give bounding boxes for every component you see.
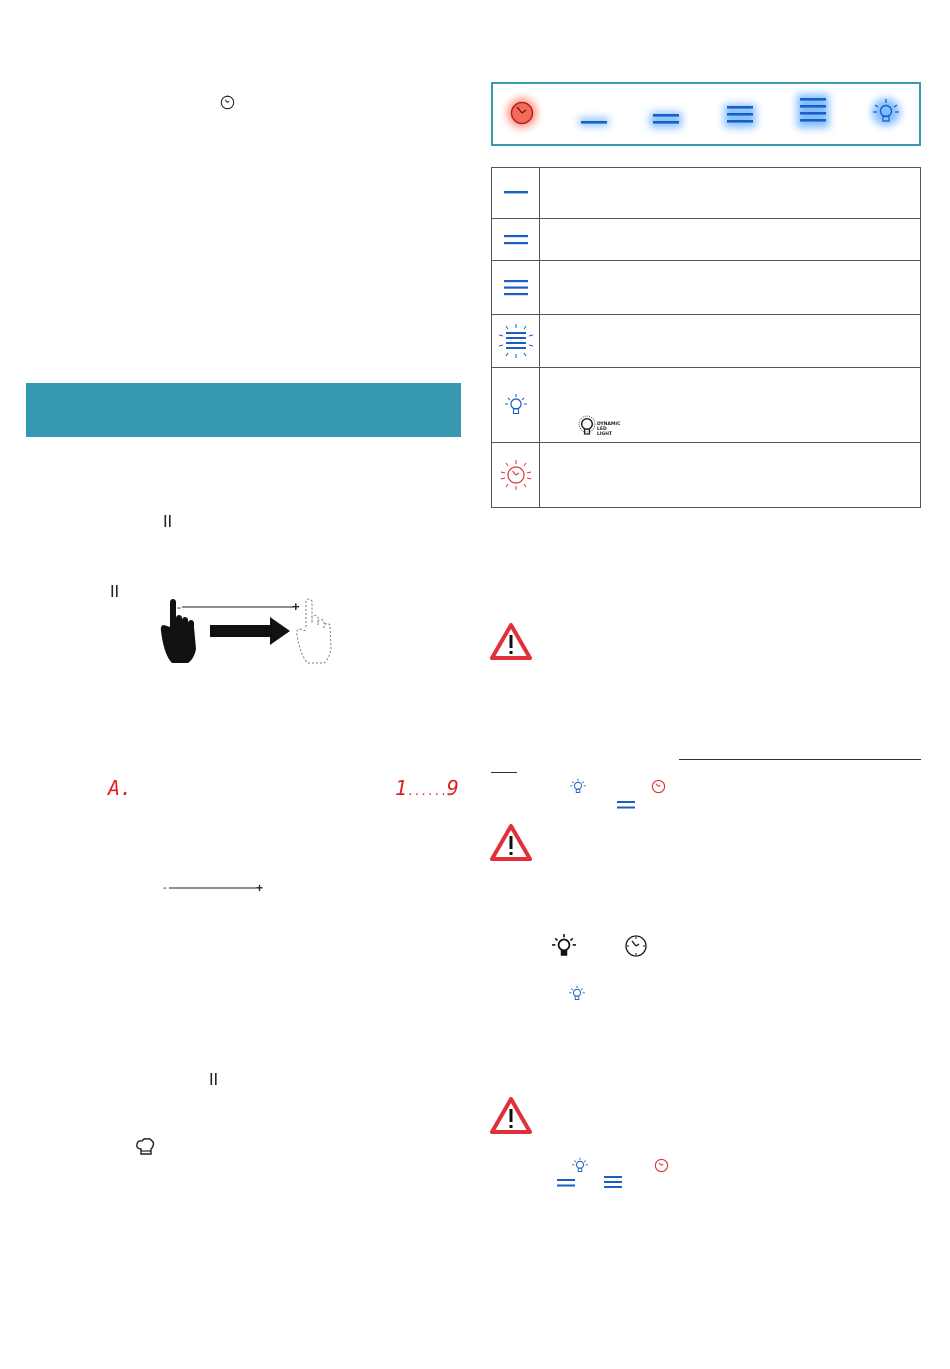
light-bulb-icon	[872, 98, 900, 126]
display-auto-symbol: A.	[108, 776, 133, 800]
boost-bars-icon	[797, 94, 829, 128]
timer-icon	[507, 98, 537, 128]
indicator-legend-table	[491, 167, 921, 508]
dynamic-led-bulb-icon	[578, 415, 596, 437]
display-range-start: 1	[395, 776, 408, 800]
light-bulb-icon	[569, 985, 585, 1002]
svg-text:-: -	[163, 882, 167, 894]
light-bulb-icon	[552, 933, 576, 959]
dynamic-led-light-badge	[578, 415, 627, 437]
legend-row-level-3	[492, 261, 920, 315]
light-bulb-icon	[570, 778, 586, 795]
swipe-arrow-icon	[210, 617, 290, 645]
legend-row-timer	[492, 443, 920, 507]
warning-triangle-icon	[490, 623, 532, 661]
slider-plus: +	[292, 599, 300, 614]
level-1-bar-icon	[579, 118, 609, 126]
display-range-end: 9	[446, 776, 459, 800]
timer-icon	[624, 934, 648, 958]
legend-row-boost	[492, 315, 920, 368]
level-1-bar-icon	[492, 168, 540, 218]
light-bulb-icon	[572, 1157, 588, 1174]
legend-row-level-2	[492, 219, 920, 261]
pause-icon	[164, 514, 172, 528]
warning-triangle-icon	[490, 824, 532, 862]
divider-line	[679, 759, 921, 760]
display-range	[395, 776, 459, 800]
timer-icon	[492, 443, 540, 507]
legend-row-level-1	[492, 168, 920, 219]
level-2-bars-icon	[492, 219, 540, 260]
level-3-bars-icon	[492, 261, 540, 314]
timer-icon	[651, 779, 666, 794]
level-3-bars-icon	[724, 104, 756, 128]
section-banner	[26, 383, 461, 437]
level-2-bars-icon	[650, 112, 682, 128]
hand-outline-icon	[297, 599, 331, 663]
svg-text:+: +	[256, 881, 264, 895]
divider-line	[491, 772, 517, 773]
pause-icon	[111, 584, 119, 598]
timer-icon	[220, 95, 235, 110]
pause-icon	[210, 1072, 218, 1086]
chef-hat-icon	[135, 1137, 155, 1157]
light-bulb-icon	[492, 368, 540, 442]
swipe-gesture-illustration	[158, 597, 342, 667]
slider-minus: -	[177, 600, 181, 614]
level-3-bars-icon	[604, 1175, 622, 1189]
display-range-dots: ......	[407, 785, 447, 798]
level-2-bars-icon	[557, 1178, 575, 1188]
level-2-bars-icon	[617, 800, 635, 810]
boost-bars-icon	[492, 315, 540, 367]
control-panel-strip	[491, 82, 921, 146]
timer-icon	[654, 1158, 669, 1173]
slider-scale	[163, 880, 267, 894]
legend-row-light	[492, 368, 920, 443]
warning-triangle-icon	[490, 1097, 532, 1135]
dynamic-led-label: DYNAMIC LED LIGHT	[597, 421, 621, 437]
